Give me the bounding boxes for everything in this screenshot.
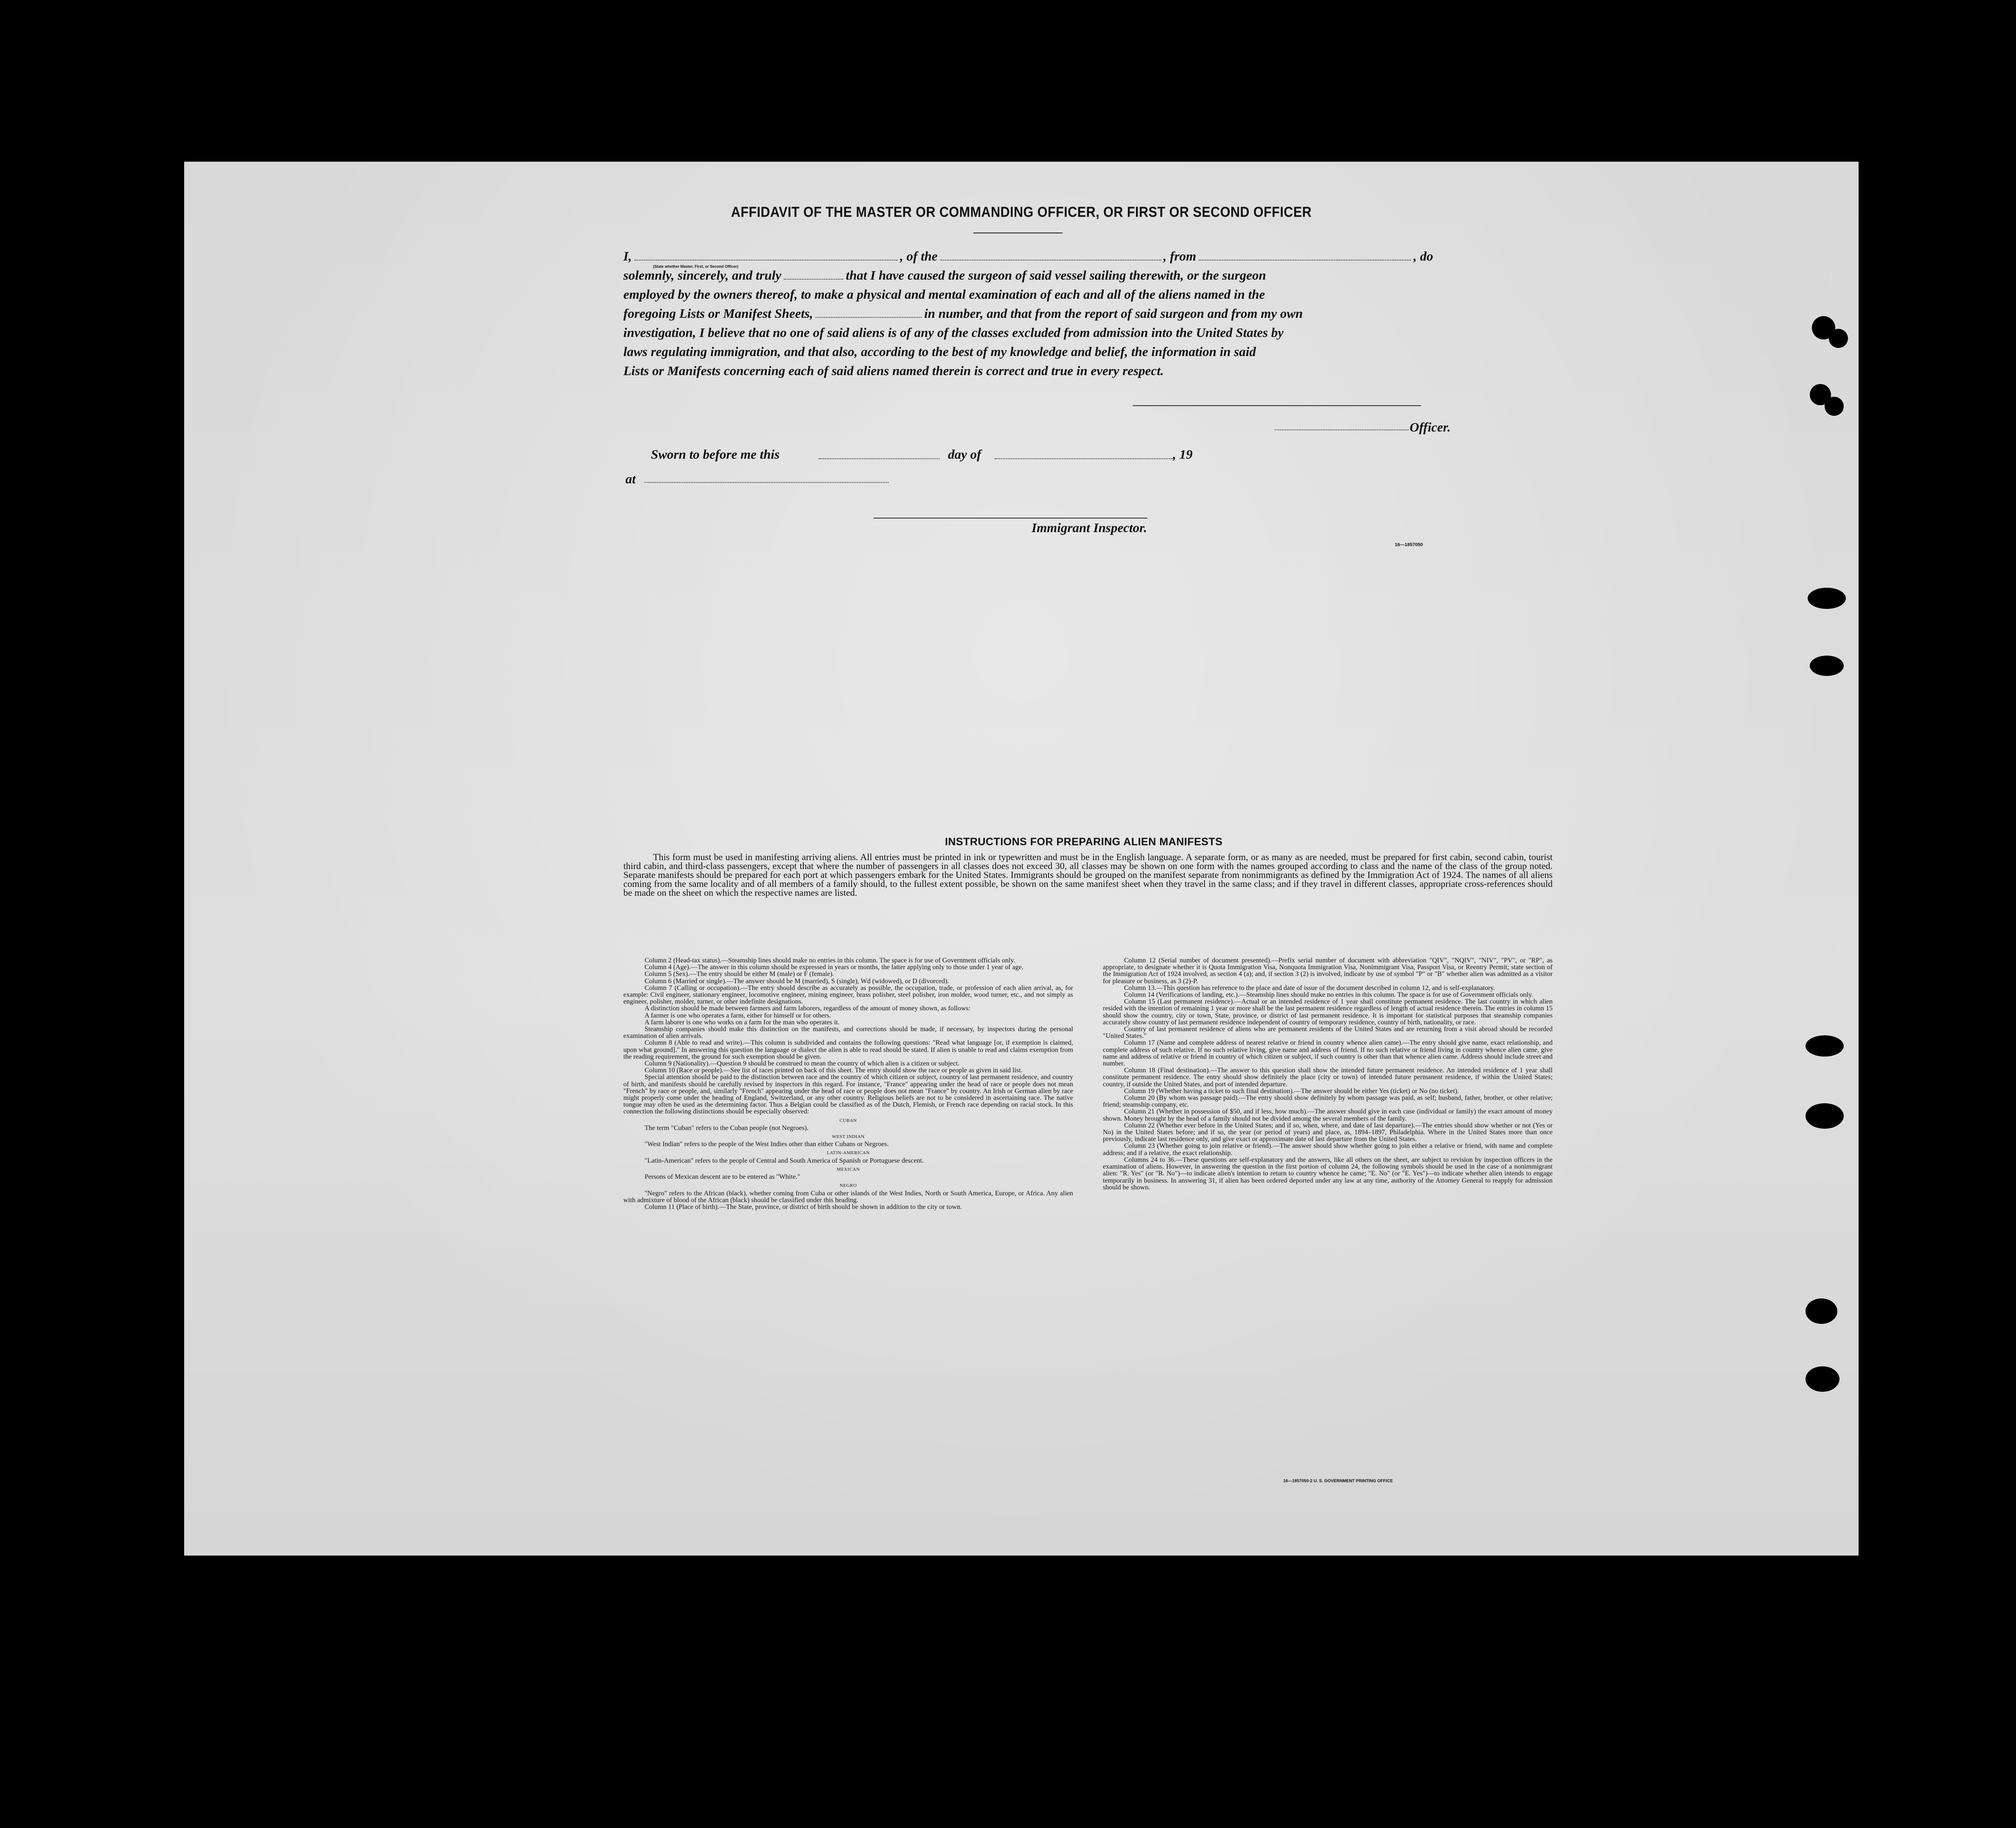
- scan-mark: [1831, 772, 1833, 789]
- instr-col10: Column 10 (Race or people).—See list of races printed on back of this sheet. The entry should show the race or people as given in said list.: [645, 1067, 1023, 1074]
- officer-line: [1275, 429, 1408, 430]
- instr-col11: Column 11 (Place of birth).—The State, province, or district of birth should be shown in addition to the city or town.: [645, 1203, 962, 1211]
- affidavit-foregoing: foregoing Lists or Manifest Sheets,: [623, 306, 813, 321]
- instr-col13: Column 13.—This question has reference to the place and date of issue of the document described in column 12, and is self-explanatory.: [1124, 984, 1495, 992]
- binder-hole: [1808, 588, 1846, 609]
- west-indian-heading: WEST INDIAN: [832, 1134, 865, 1140]
- officer-label: Officer.: [1410, 420, 1451, 435]
- at-line: [645, 482, 889, 483]
- binder-hole: [1806, 1103, 1844, 1129]
- affidavit-line-5: investigation, I believe that no one of said aliens is of any of the classes excluded from admission into the United States by: [623, 325, 1284, 340]
- negro-text: "Negro" refers to the African (black), whether coming from Cuba or other islands of the West Indies, North or South America, Europe, or Africa. Any alien with admixture of blood of the African (black) should be classified under this heading.: [623, 1189, 1073, 1204]
- signature-line: [1133, 405, 1421, 406]
- affidavit-body: [623, 247, 1523, 380]
- affidavit-line-3: employed by the owners thereof, to make a physical and mental examination of each and all of the aliens named in the: [623, 287, 1265, 302]
- instr-col17: Column 17 (Name and complete address of nearest relative or friend in country whence alien came).—The entry should give name, exact relationship, and complete address of such relative. If no such relative living, give name and address of friend. If no such relative or friend living in country whence alien came, give name and address of relative or friend in country of which citizen or subject, if such country is other than that whence alien came. Address should include street and number.: [1103, 1039, 1553, 1068]
- latin-american-heading: LATIN-AMERICAN: [827, 1150, 870, 1156]
- rank-note: (State whether Master, First, or Second Officer): [653, 264, 739, 269]
- sworn-month-line: [995, 458, 1173, 459]
- scan-mark: [1830, 272, 1832, 283]
- cuban-heading: CUBAN: [839, 1118, 857, 1123]
- affidavit-line-4: [623, 304, 1523, 323]
- affidavit-solemnly: solemnly, sincerely, and truly: [623, 268, 782, 283]
- instr-col23: Column 23 (Whether going to join relative or friend).—The answer should show whether going to join either a relative or friend, with name and complete address; and if a relative, the exact relationship.: [1103, 1142, 1553, 1157]
- instr-col6: Column 6 (Married or single).—The answer should be M (married), S (single), Wd (widowed), or D (divorced).: [645, 977, 949, 985]
- at-label: at: [625, 471, 636, 486]
- instructions-right-column: [1103, 957, 1553, 1191]
- instr-col9: Column 9 (Nationality).—Question 9 should be construed to mean the country of which alien is a citizen or subject.: [645, 1060, 960, 1068]
- sworn-label: Sworn to before me this: [651, 447, 780, 462]
- affidavit-line-7: Lists or Manifests concerning each of said aliens named therein is correct and true in every respect.: [623, 363, 1164, 378]
- sworn-day-line: [819, 458, 939, 459]
- count-blank: [816, 308, 922, 318]
- inspector-line: [874, 518, 1147, 519]
- instr-col15: Column 15 (Last permanent residence).—Actual or an intended residence of 1 year shall constitute permanent residence. The last country in which alien resided with the intention of remaining 1 year or more shall be the last permanent residence regardless of length of actual residence therein. The entries in column 15 should show the country, city or town, State, province, or district of last permanent residence. It is important for statistical purposes that steamship companies accurately show country of last permanent residence independent of country of temporary residence, country of birth, nationality, or race.: [1103, 998, 1553, 1026]
- instr-residence-us: Country of last permanent residence of aliens who are permanent residents of the United States and are returning from a visit abroad should be recorded "United States.": [1103, 1026, 1553, 1040]
- swear-blank: [784, 270, 843, 280]
- instr-col4: Column 4 (Age).—The answer in this column should be expressed in years or months, the latter applying only to those under 1 year of age.: [645, 964, 1023, 971]
- instr-col18: Column 18 (Final destination).—The answer to this question shall show the intended future permanent residence. An intended residence of 1 year shall constitute permanent residence. The entry should show definitely the place (city or town) of intended future permanent residence, if within the United States; country, if outside the United States, and port of intended departure.: [1103, 1067, 1553, 1088]
- instr-race-attention: Special attention should be paid to the distinction between race and the country of which citizen or subject, country of last permanent residence, and country of birth, and manifests should be carefully revised by inspectors in this regard. For instance, "France" appearing under the head of race or people does not mean "French" by race or people, and, similarly "French" appearing under the head of race or people does not mean "France" by country. An Irish or German alien by race might properly come under the heading of England, Switzerland, or any other country. Religious beliefs are not to be considered in ascertaining race. The native tongue may often be used as the determining factor. Thus a Belgian could be classified as of the Dutch, Flemish, or French race depending on racial stock. In this connection the following distinctions should be especially observed:: [623, 1074, 1073, 1116]
- intro-text: This form must be used in manifesting arriving aliens. All entries must be printed in ink or typewritten and must be in the English language. A separate form, or as many as are needed, must be prepared for first cabin, second cabin, tourist third cabin, and third-class passengers, except that where the number of passengers in all classes does not exceed 30, all classes may be shown on one form with the names grouped according to class and the name of the class of the group noted. Separate manifests should be prepared for each port at which passengers embark for the United States. Immigrants should be grouped on the manifest separate from nonimmigrants as defined by the Immigration Act of 1924. The names of all aliens coming from the same locality and of all members of a family should, to the fullest extent possible, be shown on the same manifest sheet when they travel in the same class; and if they travel in different classes, appropriate cross-references should be made on the sheet on which the respective names are listed.: [623, 852, 1553, 898]
- binder-hole: [1806, 1366, 1839, 1392]
- affidavit-title: AFFIDAVIT OF THE MASTER OR COMMANDING OFFICER, OR FIRST OR SECOND OFFICER: [731, 204, 1312, 220]
- printing-office-code: 16—1857050-2 U. S. GOVERNMENT PRINTING OFFICE: [1283, 1479, 1393, 1483]
- binder-hole: [1829, 329, 1848, 348]
- west-indian-text: "West Indian" refers to the people of the West Indies other than either Cubans or Negroes.: [645, 1141, 889, 1148]
- affidavit-surgeon: that I have caused the surgeon of said vessel sailing therewith, or the surgeon: [846, 268, 1266, 283]
- instr-col7: Column 7 (Calling or occupation).—The entry should describe as accurately as possible, the occupation, trade, or profession of each alien arrival, as, for example: Civil engineer, stationary engineer, locomotive engineer, mining engineer, brass polisher, steel polisher, iron molder, wood turner, etc., and not simply as engineer, polisher, molder, turner, or other indefinite designations.: [623, 984, 1073, 1006]
- instr-col5: Column 5 (Sex).—The entry should be either M (male) or F (female).: [645, 970, 834, 978]
- negro-heading: NEGRO: [839, 1183, 857, 1189]
- instr-distinction: Steamship companies should make this distinction on the manifests, and corrections should be made, if necessary, by inspectors during the personal examination of alien arrivals.: [623, 1026, 1073, 1040]
- form-code: 16—1857050: [1395, 542, 1423, 547]
- manifest-sheet: [184, 162, 1859, 1556]
- instr-col24-36: Columns 24 to 36.—These questions are self-explanatory and the answers, like all others on the sheet, are subject to revision by inspection officers in the examination of aliens. However, in answering the question in the first portion of column 24, the following symbols should be used in the case of a nonimmigrant alien: "R. Yes" (or "R. No")—to indicate alien's intention to return to country whence he came; "E. No" (or "E. Yes")—to indicate whether alien intends to engage temporarily in business. In answering 31, if alien has been ordered deported under any law at any time, authority of the Attorney General to reapply for admission should be shown.: [1103, 1156, 1553, 1191]
- year-label: , 19: [1173, 447, 1193, 462]
- affidavit-of-the: , of the: [900, 249, 938, 264]
- affidavit-line-6: laws regulating immigration, and that also, according to the best of my knowledge and belief, the information in said: [623, 344, 1256, 359]
- vessel-blank: [940, 251, 1161, 261]
- instr-col2: Column 2 (Head-tax status).—Steamship lines should make no entries in this column. The space is for use of Government officials only.: [645, 957, 1015, 964]
- inspector-label: Immigrant Inspector.: [1032, 520, 1147, 535]
- instr-col14: Column 14 (Verifications of landing, etc.).—Steamship lines should make no entries in this column. The space is for use of Government officials only.: [1124, 991, 1533, 999]
- binder-hole: [1825, 397, 1844, 416]
- affidavit-in-number: in number, and that from the report of said surgeon and from my own: [924, 306, 1303, 321]
- affidavit-line-1: [623, 247, 1523, 266]
- instr-laborer-def: A farm laborer is one who works on a farm for the man who operates it.: [645, 1018, 840, 1026]
- instructions-title: INSTRUCTIONS FOR PREPARING ALIEN MANIFESTS: [945, 836, 1223, 848]
- affidavit-line-2: [623, 266, 1523, 285]
- scan-mark: [1832, 938, 1834, 959]
- port-blank: [1199, 251, 1411, 261]
- binder-hole: [1810, 656, 1844, 676]
- instr-col8: Column 8 (Able to read and write).—This column is subdivided and contains the following questions: "Read what language [or, if exemption is claimed, upon what ground]." In answering this question the language or dialect the alien is able to read should be stated. If alien is unable to read and claims exemption from the reading requirement, the ground for such exemption should be given.: [623, 1039, 1073, 1060]
- binder-hole: [1806, 1035, 1844, 1057]
- instr-col19: Column 19 (Whether having a ticket to such final destination).—The answer should be either Yes (ticket) or No (no ticket).: [1124, 1087, 1459, 1095]
- mexican-heading: MEXICAN: [836, 1166, 860, 1172]
- instructions-intro: [623, 852, 1553, 897]
- instr-farmers: A distinction should be made between farmers and farm laborers, regardless of the amount of money shown, as follows:: [645, 1005, 970, 1012]
- day-of-label: day of: [948, 447, 981, 462]
- latin-american-text: "Latin-American" refers to the people of Central and South America of Spanish or Portuguese descent.: [645, 1157, 924, 1164]
- cuban-text: The term "Cuban" refers to the Cuban people (not Negroes).: [645, 1124, 809, 1132]
- instr-col20: Column 20 (By whom was passage paid).—The entry should show definitely by whom passage was paid, as self; husband, father, brother, or other relative; friend; steamship company, etc.: [1103, 1094, 1553, 1109]
- instr-col21: Column 21 (Whether in possession of $50, and if less, how much).—The answer should give in each case (individual or family) the exact amount of money shown. Money brought by the head of a family should not be divided among the several members of the family.: [1103, 1108, 1553, 1122]
- affidavit-i: I,: [623, 249, 632, 264]
- instructions-left-column: [623, 957, 1073, 1211]
- affidavit-do: , do: [1413, 249, 1433, 264]
- instr-col22: Column 22 (Whether ever before in the United States; and if so, when, where, and date of last departure).—The entries should show whether or not (Yes or No) in the United States before; and if so, the year (or period of years) and place, as, 1894–1897, Philadelphia. Where in the United States more than once previously, indicate last residence only, and give exact or approximate date of last departure from the United States.: [1103, 1121, 1553, 1143]
- mexican-text: Persons of Mexican descent are to be entered as "White.": [645, 1173, 800, 1181]
- affidavit-from: , from: [1163, 249, 1197, 264]
- instr-col12: Column 12 (Serial number of document presented).—Prefix serial number of document with abbreviation "QIV", "NQIV", "NIV", "PV", or "RP", as appropriate, to designate whether it is Quota Immigration Visa, Nonquota Immigration Visa, Nonimmigrant Visa, Passport Visa, or Reentry Permit; state section of the Immigration Act of 1924 involved, as section 4 (a); and, if section 3 (2) is involved, indicate by use of symbol "P" or "B" whether alien was admitted as a visitor for pleasure or business, as 3 (2)-P.: [1103, 957, 1553, 985]
- instr-farmer-def: A farmer is one who operates a farm, either for himself or for others.: [645, 1012, 831, 1019]
- binder-hole: [1806, 1298, 1837, 1324]
- rank-blank: [634, 251, 897, 261]
